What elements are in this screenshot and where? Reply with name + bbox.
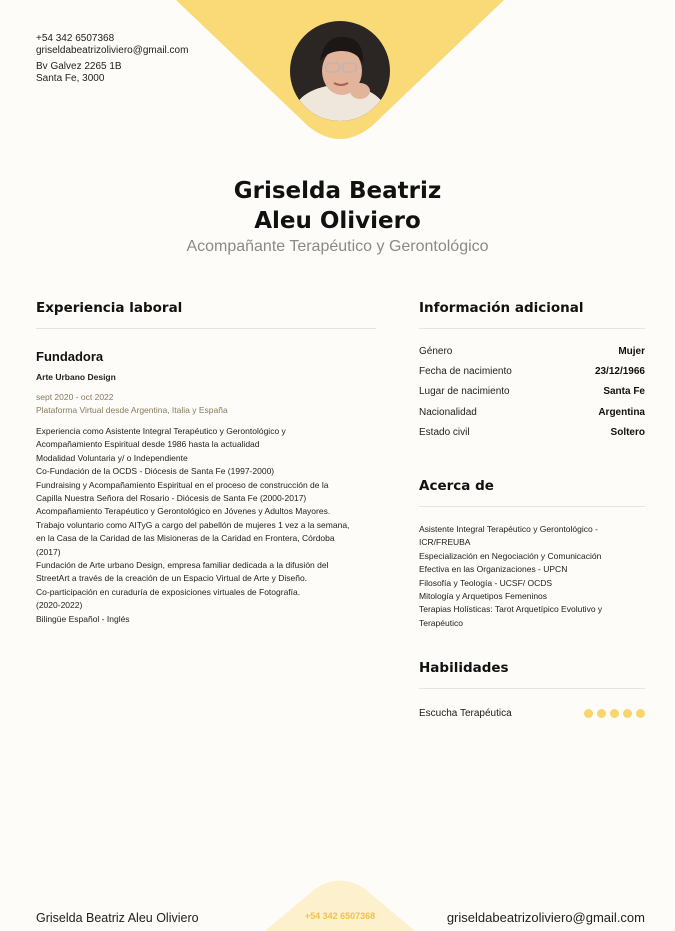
info-row-gender — [419, 341, 645, 361]
description-line: Co-Fundación de la OCDS - Diócesis de Santa Fe (1997-2000) — [36, 466, 275, 477]
skills-section — [419, 660, 645, 689]
info-row-marital-status — [419, 423, 645, 443]
skill-dot — [610, 709, 619, 718]
experience-title: Experiencia laboral — [36, 300, 183, 316]
section-divider — [36, 328, 376, 329]
skill-dot — [623, 709, 632, 718]
info-value: 23/12/1966 — [594, 366, 645, 378]
footer-phone[interactable]: +54 342 6507368 — [304, 911, 376, 921]
section-divider — [419, 688, 645, 689]
section-divider — [419, 506, 645, 507]
skills-title: Habilidades — [419, 660, 509, 676]
footer-accent-shape — [265, 880, 415, 931]
additional-info-table — [419, 341, 645, 443]
description-line: Acompañamiento Espiritual desde 1986 hasta la actualidad — [36, 439, 260, 450]
about-line: Filosofía y Teología - UCSF/ OCDS — [419, 577, 553, 588]
skill-item — [419, 708, 645, 719]
description-line: Co-participación en curaduría de exposiciones virtuales de Fotografía. — [36, 586, 301, 597]
header-name-block — [0, 176, 675, 256]
contact-phone[interactable]: +54 342 6507368 — [36, 33, 115, 44]
info-label: Lugar de nacimiento — [419, 386, 510, 398]
description-line: (2017) — [36, 546, 61, 557]
description-line: Modalidad Voluntaria y/ o Independiente — [36, 452, 188, 463]
info-label: Género — [419, 345, 453, 357]
info-value: Soltero — [610, 427, 645, 439]
job-description — [36, 425, 376, 626]
skill-name: Escucha Terapéutica — [419, 708, 512, 719]
section-divider — [419, 328, 645, 329]
footer-email[interactable]: griseldabeatrizoliviero@gmail.com — [446, 910, 645, 925]
info-label: Nacionalidad — [419, 406, 477, 418]
job-location: Plataforma Virtual desde Argentina, Italia y España — [36, 405, 228, 415]
description-line: Acompañamiento Terapéutico y Gerontológico en Jóvenes y Adultos Mayores. — [36, 506, 331, 517]
sidebar-column — [419, 300, 645, 719]
description-line: Trabajo voluntario como AITyG a cargo del pabellón de mujeres 1 vez a la semana, — [36, 519, 350, 530]
skill-dot — [636, 709, 645, 718]
about-line: Terapias Holísticas: Tarot Arquetípico Evolutivo y — [419, 604, 603, 615]
info-label: Estado civil — [419, 427, 470, 439]
contact-block — [36, 33, 188, 85]
description-line: Fundación de Arte urbano Design, empresa familiar dedicada a la difusión del — [36, 560, 329, 571]
footer-name: Griselda Beatriz Aleu Oliviero — [36, 911, 199, 925]
info-row-birthplace — [419, 382, 645, 402]
description-line: en la Casa de la Caridad de las Misioneras de la Caridad en Frontera, Córdoba — [36, 533, 335, 544]
description-line: Bilingüe Español - Inglés — [36, 613, 130, 624]
experience-section — [36, 300, 376, 626]
about-section — [419, 478, 645, 507]
skill-dot — [597, 709, 606, 718]
about-line: ICR/FREUBA — [419, 537, 471, 548]
name-line-1: Griselda Beatriz — [233, 178, 442, 204]
job-dates: sept 2020 - oct 2022 — [36, 392, 114, 402]
about-line: Terapéutico — [419, 617, 463, 628]
description-line: Fundraising y Acompañamiento Espiritual en el proceso de construcción de la — [36, 479, 329, 490]
info-value: Argentina — [598, 406, 645, 418]
info-row-birthdate — [419, 361, 645, 381]
about-text — [419, 523, 645, 630]
job-title: Fundadora — [36, 349, 104, 364]
info-label: Fecha de nacimiento — [419, 366, 512, 378]
company-name: Arte Urbano Design — [36, 372, 116, 382]
skill-dot — [584, 709, 593, 718]
info-value: Mujer — [618, 345, 645, 357]
description-line: (2020-2022) — [36, 600, 83, 611]
about-line: Efectiva en las Organizaciones - UPCN — [419, 564, 568, 575]
contact-address-line1: Bv Galvez 2265 1B — [36, 61, 122, 72]
about-line: Especialización en Negociación y Comunicación — [419, 550, 602, 561]
skill-level-dots — [584, 709, 645, 718]
additional-info-title: Información adicional — [419, 300, 584, 316]
about-title: Acerca de — [419, 478, 494, 494]
description-line: Experiencia como Asistente Integral Terapéutico y Gerontológico y — [36, 426, 286, 436]
contact-email[interactable]: griseldabeatrizoliviero@gmail.com — [36, 45, 189, 56]
info-row-nationality — [419, 402, 645, 422]
name-line-2: Aleu Oliviero — [254, 208, 421, 234]
about-line: Asistente Integral Terapéutico y Gerontológico - — [419, 524, 598, 534]
info-value: Santa Fe — [603, 386, 645, 398]
description-line: StreetArt a través de la creación de un Espacio Virtual de Arte y Diseño. — [36, 573, 308, 584]
description-line: Capilla Nuestra Señora del Rosario - Diócesis de Santa Fe (2000-2017) — [36, 493, 307, 504]
job-subtitle: Acompañante Terapéutico y Gerontológico — [186, 238, 489, 255]
contact-address-line2: Santa Fe, 3000 — [36, 73, 105, 84]
about-line: Mitología y Arquetipos Femeninos — [419, 591, 548, 602]
profile-photo — [290, 21, 390, 121]
